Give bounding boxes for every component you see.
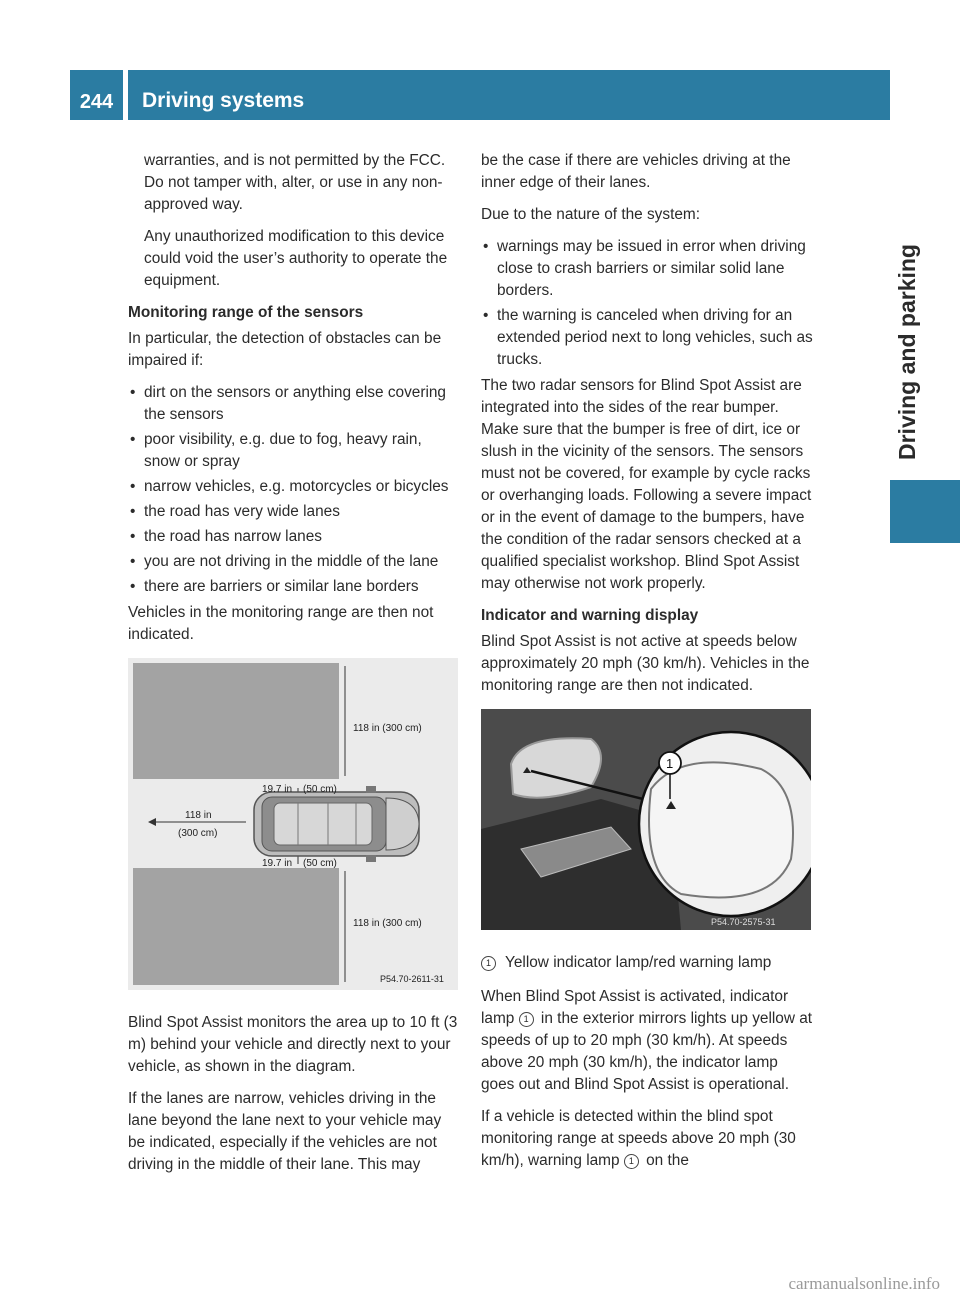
diagram-code: P54.70-2611-31 [380, 974, 444, 984]
detected-text-b: on the [646, 1152, 689, 1169]
list-item: • dirt on the sensors or anything else covering the sensors [128, 382, 460, 426]
list-item: • poor visibility, e.g. due to fog, heavy rain, snow or spray [128, 429, 460, 473]
list-item: • the road has very wide lanes [128, 501, 460, 523]
detected-paragraph [481, 1106, 813, 1172]
activated-text-a: When Blind Spot Assist is activated, indicator lamp [481, 988, 789, 1027]
monitoring-range-diagram [128, 658, 458, 990]
legend-text: Yellow indicator lamp/red warning lamp [505, 954, 772, 971]
upper-zone [133, 663, 339, 779]
mirror-small [511, 738, 601, 797]
legend-marker: 1 [481, 956, 496, 971]
not-indicated-paragraph: Vehicles in the monitoring range are then not indicated. [128, 604, 434, 643]
list-item: • there are barriers or similar lane borders [128, 576, 460, 598]
callout-number: 1 [666, 756, 674, 771]
legend [481, 952, 813, 974]
nature-list [481, 236, 813, 371]
activated-text-b: in the exterior mirrors lights up yellow at speeds of up to 20 mph (30 km/h). At speeds above 20 mph (30 km/h), the indicator lamp goes out and Blind Spot Assist is operational. [481, 1010, 813, 1093]
monitoring-heading: Monitoring range of the sensors [128, 304, 364, 321]
bottom-dimension-label: 118 in (300 cm) [353, 918, 422, 929]
impaired-paragraph: In particular, the detection of obstacles can be impaired if: [128, 330, 442, 369]
continuation-paragraph: be the case if there are vehicles driving at the inner edge of their lanes. [481, 152, 791, 191]
right-column [481, 150, 813, 1182]
indicator-heading: Indicator and warning display [481, 607, 699, 624]
not-active-paragraph: Blind Spot Assist is not active at speeds below approximately 20 mph (30 km/h). Vehicles in the monitoring range are then not indicated. [481, 633, 810, 694]
upper-side-label-in: 19.7 in [262, 784, 293, 795]
activated-paragraph [481, 986, 813, 1096]
upper-side-label-cm: (50 cm) [303, 784, 337, 795]
top-dimension-label: 118 in (300 cm) [353, 723, 422, 734]
list-item: • the warning is canceled when driving for an extended period next to long vehicles, such as trucks. [481, 305, 813, 371]
left-column [128, 150, 460, 1186]
activated-marker: 1 [519, 1012, 534, 1027]
side-tab-label: Driving and parking [894, 244, 920, 460]
rear-dimension-label-cm: (300 cm) [178, 828, 218, 839]
vehicle-top-view [254, 786, 419, 862]
lower-side-label-cm: (50 cm) [303, 858, 337, 869]
impairment-list [128, 382, 460, 598]
page-number: 244 [70, 70, 123, 120]
mirror-photo [481, 709, 811, 930]
monitors-paragraph: Blind Spot Assist monitors the area up to 10 ft (3 m) behind your vehicle and directly next to your vehicle, as shown in the diagram. [128, 1014, 458, 1075]
watermark: carmanualsonline.info [788, 1274, 940, 1293]
list-item: • the road has narrow lanes [128, 526, 460, 548]
list-item: • warnings may be issued in error when driving close to crash barriers or similar solid lane borders. [481, 236, 813, 302]
diagram-svg [128, 658, 458, 990]
lower-side-label-in: 19.7 in [262, 858, 293, 869]
fcc-paragraph-2: Any unauthorized modification to this device could void the user’s authority to operate the equipment. [144, 228, 448, 289]
side-tab-box [890, 480, 960, 543]
mirror-photo-svg [481, 709, 811, 930]
list-item: • narrow vehicles, e.g. motorcycles or bicycles [128, 476, 460, 498]
detected-text-a: If a vehicle is detected within the blind spot monitoring range at speeds above 20 mph (30 km/h), warning lamp [481, 1108, 796, 1169]
radar-paragraph: The two radar sensors for Blind Spot Assist are integrated into the sides of the rear bumper. Make sure that the bumper is free of dirt, ice or slush in the vicinity of the sensors. The sensors must not be covered, for example by cycle racks or overhanging loads. Following a severe impact or in the event of damage to the bumpers, have the condition of the radar sensors checked at a qualified specialist workshop. Blind Spot Assist may otherwise not work properly. [481, 377, 812, 592]
list-item: • you are not driving in the middle of the lane [128, 551, 460, 573]
nature-paragraph: Due to the nature of the system: [481, 206, 701, 223]
rear-dimension-label-in: 118 in [185, 810, 212, 821]
lower-zone [133, 868, 339, 985]
narrow-lanes-paragraph: If the lanes are narrow, vehicles driving in the lane beyond the lane next to your vehicle may be indicated, especially if the vehicles are not driving in the middle of their lane. This may [128, 1090, 442, 1173]
detected-marker: 1 [624, 1154, 639, 1169]
fcc-paragraph-1: warranties, and is not permitted by the FCC. Do not tamper with, alter, or use in any non-approved way. [144, 152, 446, 213]
photo-code: P54.70-2575-31 [711, 917, 776, 927]
section-title: Driving systems [128, 70, 890, 120]
